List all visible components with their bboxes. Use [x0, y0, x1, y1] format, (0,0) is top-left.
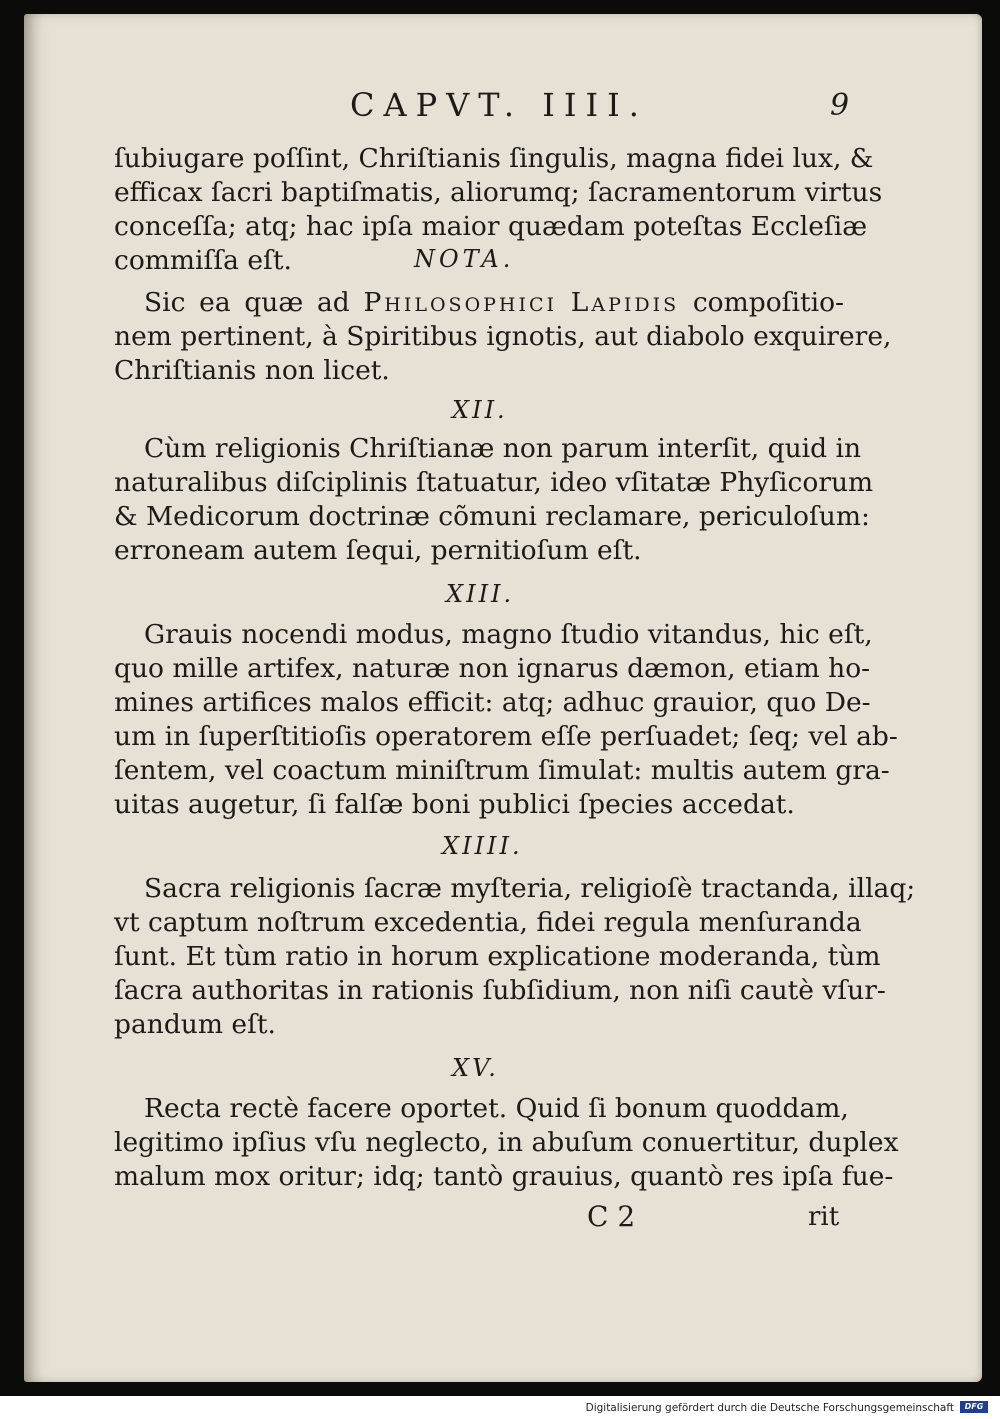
text-line: commiſſa eſt.	[114, 245, 292, 276]
text-line: pandum eſt.	[114, 1009, 276, 1040]
text-line: Chriſtianis non licet.	[114, 355, 390, 386]
text-line: ſubiugare poſſint, Chriſtianis ſingulis, magna fidei lux, &	[114, 143, 874, 174]
text-line: naturalibus diſciplinis ſtatuatur, ideo vſitatæ Phyſicorum	[114, 467, 874, 498]
section-heading-xiii: XIII.	[446, 580, 515, 608]
text-line: vt captum noſtrum excedentia, fidei regula menſuranda	[114, 907, 862, 938]
text-line: um in ſuperſtitioſis operatorem eſſe perſuadet; ſeq; vel ab-	[114, 721, 898, 752]
text-run: compoſitio-	[679, 287, 844, 318]
small-caps-run: Lapidis	[570, 287, 680, 318]
text-line: Grauis nocendi modus, magno ſtudio vitandus, hic eſt,	[144, 619, 873, 650]
dfg-logo-icon: DFG	[960, 1401, 988, 1413]
signature-mark: C 2	[587, 1200, 636, 1233]
catchword: rit	[808, 1202, 840, 1232]
text-line: legitimo ipſius vſu neglecto, in abuſum conuertitur, duplex	[114, 1127, 899, 1158]
text-line: efficax ſacri baptiſmatis, aliorumq; ſacramentorum virtus	[114, 177, 883, 208]
text-line: mines artifices malos efficit: atq; adhuc grauior, quo De-	[114, 687, 871, 718]
section-heading-xv: XV.	[452, 1054, 499, 1082]
small-caps-run: Philosophici	[363, 287, 558, 318]
footer-credit: Digitalisierung gefördert durch die Deutsche Forschungsgemeinschaft	[585, 1402, 954, 1414]
text-line: & Medicorum doctrinæ cõmuni reclamare, periculoſum:	[114, 501, 870, 532]
section-heading-xii: XII.	[452, 396, 508, 424]
text-line: ſunt. Et tùm ratio in horum explicatione moderanda, tùm	[114, 941, 881, 972]
text-line: nem pertinent, à Spiritibus ignotis, aut diabolo exquirere,	[114, 321, 892, 352]
page-number: 9	[830, 88, 850, 123]
text-line: ſentem, vel coactum miniſtrum ſimulat: multis autem gra-	[114, 755, 890, 786]
book-page	[24, 14, 982, 1382]
running-head: CAPVT. IIII.	[350, 86, 648, 124]
footer-bar	[0, 1396, 1000, 1419]
paragraph-lapis-line	[144, 287, 844, 318]
text-line: ſacra authoritas in rationis ſubſidium, non niſi cautè vſur-	[114, 975, 886, 1006]
section-heading-xiiii: XIIII.	[442, 832, 523, 860]
text-line: erroneam autem ſequi, pernitioſum eſt.	[114, 535, 642, 566]
text-line: malum mox oritur; idq; tantò grauius, quantò res ipſa fue-	[114, 1161, 894, 1192]
text-run: Sic ea quæ ad	[144, 287, 364, 318]
text-line: uitas augetur, ſi falſæ boni publici ſpecies accedat.	[114, 789, 795, 820]
text-line: conceſſa; atq; hac ipſa maior quædam poteſtas Eccleſiæ	[114, 211, 868, 242]
text-line: Sacra religionis ſacræ myſteria, religioſè tractanda, illaq;	[144, 873, 916, 904]
nota-marker: NOTA.	[414, 245, 515, 273]
text-line: Cùm religionis Chriſtianæ non parum interſit, quid in	[144, 433, 862, 464]
text-line: Recta rectè facere oportet. Quid ſi bonum quoddam,	[144, 1093, 849, 1124]
text-line: quo mille artifex, naturæ non ignarus dæmon, etiam ho-	[114, 653, 871, 684]
